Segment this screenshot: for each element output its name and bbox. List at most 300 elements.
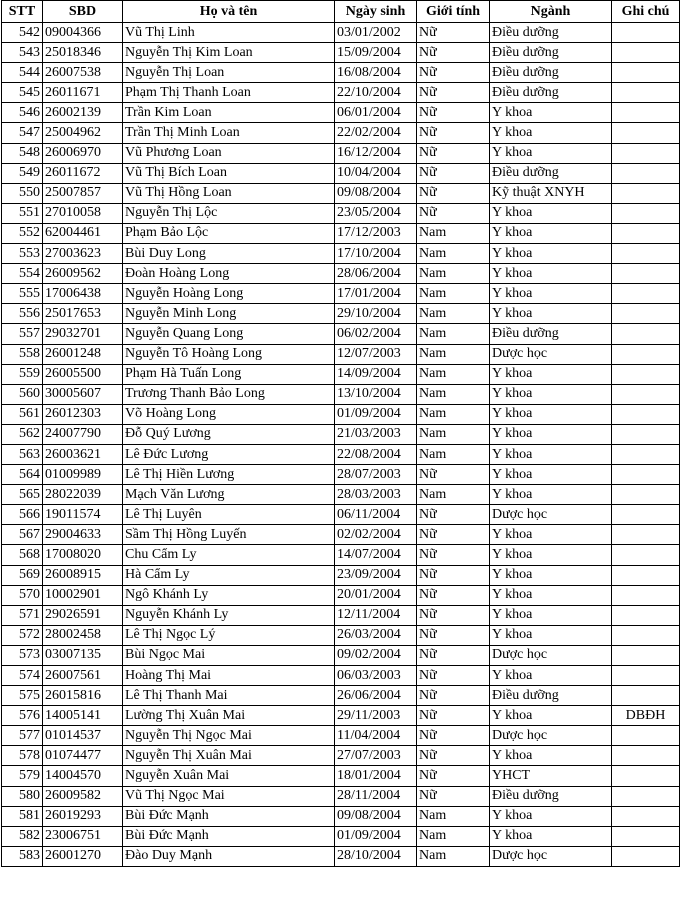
cell-full-name: Mạch Văn Lương <box>123 485 335 505</box>
cell-note <box>612 244 680 264</box>
cell-date-of-birth: 22/10/2004 <box>335 83 417 103</box>
cell-sbd: 29032701 <box>43 324 123 344</box>
cell-sbd: 30005607 <box>43 384 123 404</box>
cell-major: Dược học <box>490 846 612 866</box>
cell-full-name: Nguyễn Khánh Ly <box>123 605 335 625</box>
cell-gender: Nam <box>417 485 490 505</box>
cell-note <box>612 43 680 63</box>
cell-sbd: 26007538 <box>43 63 123 83</box>
cell-full-name: Lê Thị Hiền Lương <box>123 465 335 485</box>
cell-gender: Nam <box>417 404 490 424</box>
cell-stt: 546 <box>2 103 43 123</box>
cell-date-of-birth: 16/08/2004 <box>335 63 417 83</box>
cell-major: Y khoa <box>490 485 612 505</box>
cell-gender: Nữ <box>417 666 490 686</box>
cell-note <box>612 625 680 645</box>
cell-gender: Nữ <box>417 545 490 565</box>
cell-full-name: Phạm Hà Tuấn Long <box>123 364 335 384</box>
table-row <box>2 645 680 665</box>
table-row <box>2 23 680 43</box>
cell-note <box>612 203 680 223</box>
cell-sbd: 26001270 <box>43 846 123 866</box>
cell-stt: 581 <box>2 806 43 826</box>
cell-date-of-birth: 10/04/2004 <box>335 163 417 183</box>
cell-note <box>612 505 680 525</box>
header-gender: Giới tính <box>417 1 490 23</box>
cell-gender: Nam <box>417 324 490 344</box>
cell-gender: Nữ <box>417 465 490 485</box>
cell-gender: Nữ <box>417 183 490 203</box>
cell-note <box>612 324 680 344</box>
cell-gender: Nam <box>417 364 490 384</box>
cell-sbd: 26008915 <box>43 565 123 585</box>
cell-major: Y khoa <box>490 525 612 545</box>
cell-gender: Nam <box>417 444 490 464</box>
table-row <box>2 344 680 364</box>
cell-gender: Nam <box>417 826 490 846</box>
cell-gender: Nữ <box>417 645 490 665</box>
cell-gender: Nữ <box>417 585 490 605</box>
cell-date-of-birth: 26/06/2004 <box>335 686 417 706</box>
cell-full-name: Vũ Thị Hồng Loan <box>123 183 335 203</box>
cell-gender: Nữ <box>417 505 490 525</box>
cell-major: YHCT <box>490 766 612 786</box>
header-full-name: Họ và tên <box>123 1 335 23</box>
cell-stt: 547 <box>2 123 43 143</box>
cell-note <box>612 143 680 163</box>
cell-date-of-birth: 06/11/2004 <box>335 505 417 525</box>
cell-date-of-birth: 23/09/2004 <box>335 565 417 585</box>
cell-date-of-birth: 28/11/2004 <box>335 786 417 806</box>
cell-gender: Nam <box>417 304 490 324</box>
cell-sbd: 26001248 <box>43 344 123 364</box>
cell-full-name: Bùi Đức Mạnh <box>123 826 335 846</box>
cell-date-of-birth: 13/10/2004 <box>335 384 417 404</box>
cell-major: Điều dưỡng <box>490 686 612 706</box>
cell-gender: Nữ <box>417 605 490 625</box>
cell-stt: 580 <box>2 786 43 806</box>
cell-note <box>612 585 680 605</box>
cell-gender: Nữ <box>417 766 490 786</box>
cell-stt: 542 <box>2 23 43 43</box>
cell-full-name: Lê Thị Ngọc Lý <box>123 625 335 645</box>
cell-stt: 572 <box>2 625 43 645</box>
cell-date-of-birth: 01/09/2004 <box>335 404 417 424</box>
cell-stt: 582 <box>2 826 43 846</box>
table-row <box>2 63 680 83</box>
cell-stt: 566 <box>2 505 43 525</box>
cell-sbd: 25004962 <box>43 123 123 143</box>
cell-date-of-birth: 06/03/2003 <box>335 666 417 686</box>
cell-stt: 578 <box>2 746 43 766</box>
cell-date-of-birth: 09/08/2004 <box>335 806 417 826</box>
cell-full-name: Bùi Ngọc Mai <box>123 645 335 665</box>
header-date-of-birth: Ngày sinh <box>335 1 417 23</box>
cell-full-name: Nguyễn Hoàng Long <box>123 284 335 304</box>
cell-full-name: Phạm Bảo Lộc <box>123 223 335 243</box>
cell-major: Điều dưỡng <box>490 83 612 103</box>
cell-full-name: Nguyễn Quang Long <box>123 324 335 344</box>
table-row <box>2 846 680 866</box>
cell-note: DBĐH <box>612 706 680 726</box>
cell-gender: Nam <box>417 244 490 264</box>
cell-sbd: 09004366 <box>43 23 123 43</box>
cell-note <box>612 826 680 846</box>
student-roster-table <box>1 0 680 867</box>
cell-major: Y khoa <box>490 384 612 404</box>
cell-sbd: 26019293 <box>43 806 123 826</box>
cell-stt: 551 <box>2 203 43 223</box>
cell-stt: 554 <box>2 264 43 284</box>
cell-date-of-birth: 17/01/2004 <box>335 284 417 304</box>
cell-note <box>612 846 680 866</box>
cell-stt: 548 <box>2 143 43 163</box>
cell-stt: 565 <box>2 485 43 505</box>
cell-stt: 555 <box>2 284 43 304</box>
cell-date-of-birth: 11/04/2004 <box>335 726 417 746</box>
cell-note <box>612 384 680 404</box>
cell-full-name: Nguyễn Thị Lộc <box>123 203 335 223</box>
cell-full-name: Nguyễn Thị Xuân Mai <box>123 746 335 766</box>
cell-stt: 564 <box>2 465 43 485</box>
cell-note <box>612 83 680 103</box>
cell-major: Y khoa <box>490 143 612 163</box>
cell-note <box>612 666 680 686</box>
cell-full-name: Trần Thị Minh Loan <box>123 123 335 143</box>
cell-major: Điều dưỡng <box>490 324 612 344</box>
cell-major: Y khoa <box>490 625 612 645</box>
cell-date-of-birth: 23/05/2004 <box>335 203 417 223</box>
cell-full-name: Nguyễn Minh Long <box>123 304 335 324</box>
cell-sbd: 14005141 <box>43 706 123 726</box>
table-row <box>2 43 680 63</box>
table-row <box>2 424 680 444</box>
cell-note <box>612 545 680 565</box>
cell-note <box>612 264 680 284</box>
cell-gender: Nữ <box>417 143 490 163</box>
cell-note <box>612 806 680 826</box>
cell-gender: Nam <box>417 424 490 444</box>
cell-date-of-birth: 22/02/2004 <box>335 123 417 143</box>
cell-date-of-birth: 20/01/2004 <box>335 585 417 605</box>
cell-major: Y khoa <box>490 223 612 243</box>
cell-major: Y khoa <box>490 545 612 565</box>
cell-full-name: Sầm Thị Hồng Luyến <box>123 525 335 545</box>
cell-gender: Nữ <box>417 123 490 143</box>
cell-major: Y khoa <box>490 264 612 284</box>
cell-date-of-birth: 03/01/2002 <box>335 23 417 43</box>
table-row <box>2 364 680 384</box>
cell-sbd: 26015816 <box>43 686 123 706</box>
cell-sbd: 17008020 <box>43 545 123 565</box>
cell-major: Y khoa <box>490 444 612 464</box>
cell-stt: 553 <box>2 244 43 264</box>
cell-stt: 549 <box>2 163 43 183</box>
cell-gender: Nữ <box>417 203 490 223</box>
table-row <box>2 605 680 625</box>
cell-full-name: Nguyễn Thị Ngọc Mai <box>123 726 335 746</box>
table-row <box>2 766 680 786</box>
cell-stt: 577 <box>2 726 43 746</box>
cell-date-of-birth: 12/11/2004 <box>335 605 417 625</box>
cell-stt: 558 <box>2 344 43 364</box>
table-body <box>2 23 680 867</box>
cell-gender: Nữ <box>417 23 490 43</box>
table-row <box>2 485 680 505</box>
table-row <box>2 806 680 826</box>
cell-date-of-birth: 14/09/2004 <box>335 364 417 384</box>
cell-major: Điều dưỡng <box>490 163 612 183</box>
cell-note <box>612 565 680 585</box>
cell-stt: 560 <box>2 384 43 404</box>
cell-sbd: 14004570 <box>43 766 123 786</box>
table-row <box>2 404 680 424</box>
cell-note <box>612 786 680 806</box>
cell-sbd: 26011672 <box>43 163 123 183</box>
cell-major: Y khoa <box>490 465 612 485</box>
cell-date-of-birth: 09/08/2004 <box>335 183 417 203</box>
cell-major: Điều dưỡng <box>490 63 612 83</box>
cell-major: Y khoa <box>490 605 612 625</box>
cell-note <box>612 103 680 123</box>
cell-full-name: Bùi Đức Mạnh <box>123 806 335 826</box>
cell-date-of-birth: 16/12/2004 <box>335 143 417 163</box>
cell-gender: Nam <box>417 846 490 866</box>
cell-full-name: Bùi Duy Long <box>123 244 335 264</box>
cell-note <box>612 344 680 364</box>
cell-date-of-birth: 29/11/2003 <box>335 706 417 726</box>
cell-major: Y khoa <box>490 103 612 123</box>
cell-note <box>612 424 680 444</box>
table-row <box>2 525 680 545</box>
cell-sbd: 25018346 <box>43 43 123 63</box>
cell-date-of-birth: 18/01/2004 <box>335 766 417 786</box>
cell-stt: 550 <box>2 183 43 203</box>
cell-note <box>612 183 680 203</box>
cell-note <box>612 645 680 665</box>
cell-major: Kỹ thuật XNYH <box>490 183 612 203</box>
cell-sbd: 01014537 <box>43 726 123 746</box>
cell-stt: 576 <box>2 706 43 726</box>
cell-full-name: Hà Cẩm Ly <box>123 565 335 585</box>
cell-gender: Nữ <box>417 103 490 123</box>
table-row <box>2 203 680 223</box>
cell-sbd: 27003623 <box>43 244 123 264</box>
cell-sbd: 25017653 <box>43 304 123 324</box>
cell-full-name: Trần Kim Loan <box>123 103 335 123</box>
cell-major: Dược học <box>490 344 612 364</box>
cell-note <box>612 123 680 143</box>
cell-stt: 575 <box>2 686 43 706</box>
cell-major: Y khoa <box>490 304 612 324</box>
cell-sbd: 23006751 <box>43 826 123 846</box>
cell-full-name: Trương Thanh Bảo Long <box>123 384 335 404</box>
cell-date-of-birth: 09/02/2004 <box>335 645 417 665</box>
cell-full-name: Đoàn Hoàng Long <box>123 264 335 284</box>
table-row <box>2 545 680 565</box>
table-row <box>2 264 680 284</box>
table-row <box>2 826 680 846</box>
cell-date-of-birth: 26/03/2004 <box>335 625 417 645</box>
cell-gender: Nữ <box>417 525 490 545</box>
cell-full-name: Vũ Thị Linh <box>123 23 335 43</box>
cell-sbd: 26006970 <box>43 143 123 163</box>
cell-date-of-birth: 28/06/2004 <box>335 264 417 284</box>
cell-gender: Nam <box>417 223 490 243</box>
cell-full-name: Hoàng Thị Mai <box>123 666 335 686</box>
cell-note <box>612 304 680 324</box>
table-row <box>2 123 680 143</box>
cell-note <box>612 284 680 304</box>
cell-full-name: Vũ Thị Ngọc Mai <box>123 786 335 806</box>
cell-full-name: Lê Thị Thanh Mai <box>123 686 335 706</box>
cell-date-of-birth: 02/02/2004 <box>335 525 417 545</box>
cell-full-name: Nguyễn Thị Kim Loan <box>123 43 335 63</box>
cell-date-of-birth: 06/01/2004 <box>335 103 417 123</box>
cell-date-of-birth: 28/03/2003 <box>335 485 417 505</box>
table-row <box>2 726 680 746</box>
cell-major: Y khoa <box>490 123 612 143</box>
table-row <box>2 625 680 645</box>
cell-major: Y khoa <box>490 666 612 686</box>
table-row <box>2 746 680 766</box>
cell-sbd: 27010058 <box>43 203 123 223</box>
cell-stt: 583 <box>2 846 43 866</box>
cell-date-of-birth: 06/02/2004 <box>335 324 417 344</box>
cell-gender: Nam <box>417 284 490 304</box>
cell-stt: 574 <box>2 666 43 686</box>
table-row <box>2 284 680 304</box>
cell-gender: Nam <box>417 806 490 826</box>
table-row <box>2 163 680 183</box>
table-row <box>2 103 680 123</box>
header-note: Ghi chú <box>612 1 680 23</box>
cell-gender: Nữ <box>417 786 490 806</box>
cell-note <box>612 23 680 43</box>
cell-note <box>612 766 680 786</box>
table-row <box>2 384 680 404</box>
cell-note <box>612 223 680 243</box>
cell-sbd: 26007561 <box>43 666 123 686</box>
cell-major: Dược học <box>490 645 612 665</box>
cell-stt: 552 <box>2 223 43 243</box>
cell-sbd: 26011671 <box>43 83 123 103</box>
cell-sbd: 28022039 <box>43 485 123 505</box>
cell-full-name: Đào Duy Mạnh <box>123 846 335 866</box>
cell-full-name: Nguyễn Xuân Mai <box>123 766 335 786</box>
cell-major: Điều dưỡng <box>490 786 612 806</box>
table-row <box>2 786 680 806</box>
cell-stt: 561 <box>2 404 43 424</box>
cell-sbd: 25007857 <box>43 183 123 203</box>
cell-note <box>612 485 680 505</box>
cell-sbd: 17006438 <box>43 284 123 304</box>
table-row <box>2 706 680 726</box>
table-row <box>2 505 680 525</box>
cell-gender: Nữ <box>417 565 490 585</box>
cell-sbd: 26005500 <box>43 364 123 384</box>
cell-sbd: 19011574 <box>43 505 123 525</box>
cell-note <box>612 444 680 464</box>
cell-stt: 573 <box>2 645 43 665</box>
cell-full-name: Đỗ Quý Lương <box>123 424 335 444</box>
cell-full-name: Lê Thị Luyên <box>123 505 335 525</box>
cell-sbd: 26003621 <box>43 444 123 464</box>
cell-major: Y khoa <box>490 585 612 605</box>
cell-gender: Nam <box>417 384 490 404</box>
cell-sbd: 26002139 <box>43 103 123 123</box>
cell-gender: Nam <box>417 264 490 284</box>
cell-stt: 545 <box>2 83 43 103</box>
cell-major: Y khoa <box>490 364 612 384</box>
cell-stt: 568 <box>2 545 43 565</box>
cell-major: Y khoa <box>490 284 612 304</box>
cell-major: Điều dưỡng <box>490 23 612 43</box>
cell-date-of-birth: 01/09/2004 <box>335 826 417 846</box>
table-row <box>2 666 680 686</box>
cell-gender: Nữ <box>417 63 490 83</box>
cell-major: Y khoa <box>490 244 612 264</box>
cell-stt: 563 <box>2 444 43 464</box>
cell-note <box>612 525 680 545</box>
cell-major: Dược học <box>490 505 612 525</box>
table-row <box>2 143 680 163</box>
cell-full-name: Vũ Phương Loan <box>123 143 335 163</box>
cell-stt: 559 <box>2 364 43 384</box>
cell-major: Y khoa <box>490 565 612 585</box>
table-row <box>2 244 680 264</box>
cell-gender: Nữ <box>417 726 490 746</box>
cell-full-name: Võ Hoàng Long <box>123 404 335 424</box>
cell-full-name: Lường Thị Xuân Mai <box>123 706 335 726</box>
table-row <box>2 686 680 706</box>
cell-sbd: 26009562 <box>43 264 123 284</box>
cell-full-name: Chu Cẩm Ly <box>123 545 335 565</box>
cell-date-of-birth: 17/12/2003 <box>335 223 417 243</box>
table-row <box>2 565 680 585</box>
cell-date-of-birth: 29/10/2004 <box>335 304 417 324</box>
cell-full-name: Nguyễn Thị Loan <box>123 63 335 83</box>
table-row <box>2 465 680 485</box>
cell-note <box>612 465 680 485</box>
cell-gender: Nữ <box>417 43 490 63</box>
cell-major: Điều dưỡng <box>490 43 612 63</box>
cell-note <box>612 163 680 183</box>
cell-note <box>612 746 680 766</box>
header-major: Ngành <box>490 1 612 23</box>
cell-sbd: 10002901 <box>43 585 123 605</box>
table-row <box>2 585 680 605</box>
cell-major: Dược học <box>490 726 612 746</box>
cell-stt: 569 <box>2 565 43 585</box>
cell-date-of-birth: 21/03/2003 <box>335 424 417 444</box>
table-row <box>2 83 680 103</box>
cell-stt: 567 <box>2 525 43 545</box>
header-row <box>2 1 680 23</box>
table-row <box>2 183 680 203</box>
cell-major: Y khoa <box>490 746 612 766</box>
cell-sbd: 26012303 <box>43 404 123 424</box>
table-row <box>2 304 680 324</box>
cell-note <box>612 404 680 424</box>
cell-major: Y khoa <box>490 826 612 846</box>
cell-note <box>612 605 680 625</box>
cell-date-of-birth: 28/10/2004 <box>335 846 417 866</box>
cell-sbd: 03007135 <box>43 645 123 665</box>
cell-stt: 544 <box>2 63 43 83</box>
cell-note <box>612 63 680 83</box>
cell-stt: 570 <box>2 585 43 605</box>
